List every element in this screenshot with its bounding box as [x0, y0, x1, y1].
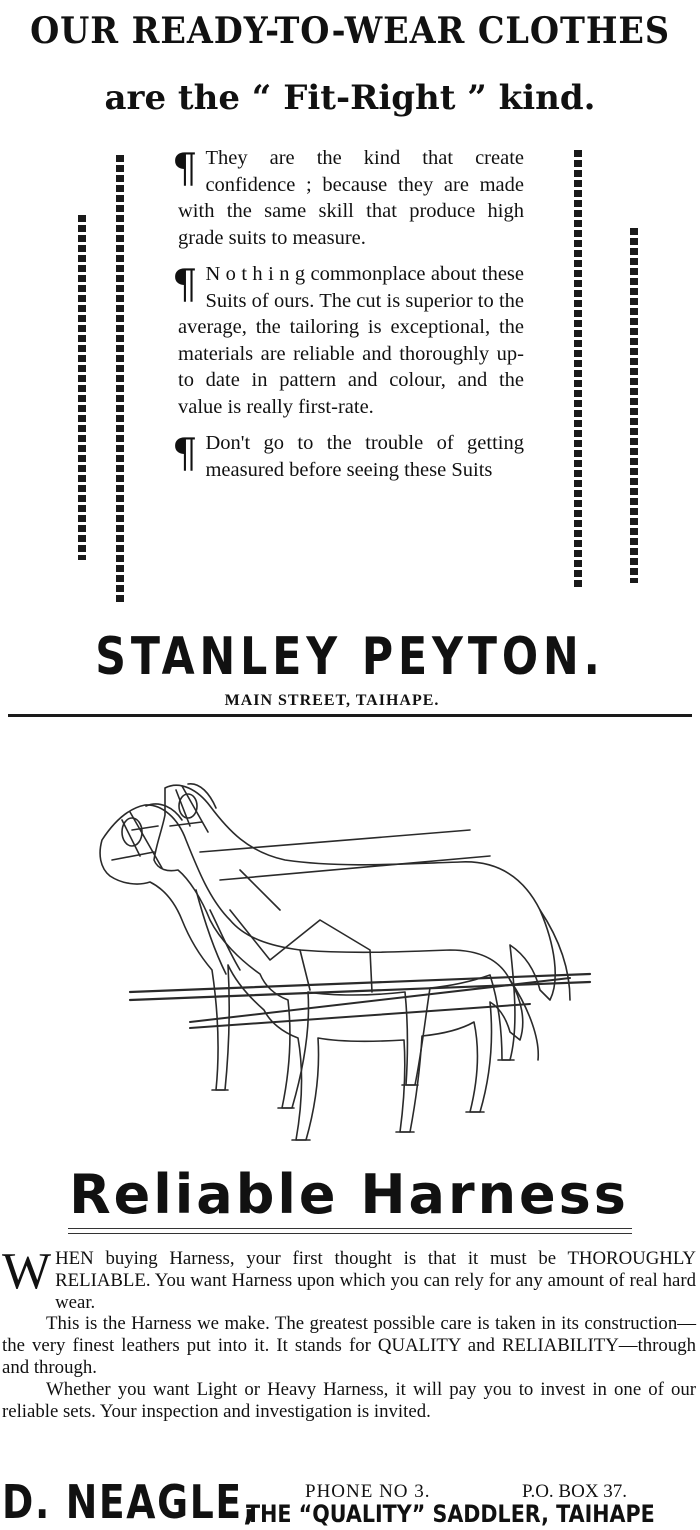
harness-horses-illustration — [70, 760, 610, 1150]
paragraph-text: HEN buying Harness, your first thought is that it must be THOROUGHLY RELIABLE. You want Harness upon which you can rely for any amount of real hard wear. — [55, 1248, 696, 1313]
decorative-rule-left-outer — [78, 215, 86, 560]
paragraph-confidence — [172, 145, 524, 251]
paragraph-measured — [172, 430, 524, 483]
paragraph-mark-icon: ¶ — [172, 262, 198, 308]
paragraph-mark-icon: ¶ — [172, 146, 198, 192]
phone-number: PHONE NO 3. — [305, 1481, 431, 1502]
bridle-rear — [170, 786, 208, 832]
paragraph-text: Don't go to the trouble of getting measured before seeing these Suits — [205, 432, 524, 481]
decorative-rule-right-inner — [574, 150, 582, 590]
advertiser-stanley-peyton: STANLEY PEYTON. — [95, 627, 605, 687]
po-box: P.O. BOX 37. — [522, 1481, 628, 1502]
headline-reliable-harness: Reliable Harness — [69, 1163, 629, 1226]
drop-cap: W — [2, 1243, 52, 1300]
address-main-street: MAIN STREET, TAIHAPE. — [224, 692, 440, 709]
paragraph-invitation: Whether you want Light or Heavy Harness, it will pay you to invest in one of our reliable sets. Your inspection and investigation is invited. — [2, 1378, 696, 1422]
harness-straps — [200, 830, 490, 992]
headline-underline — [68, 1228, 632, 1234]
saddler-tagline: THE “QUALITY” SADDLER, TAIHAPE — [246, 1500, 655, 1528]
front-horse-outline — [100, 805, 523, 1140]
hooves — [212, 1060, 514, 1140]
paragraph-construction: This is the Harness we make. The greatest possible care is taken in its construction—the very finest leathers put into it. It stands for QUALITY and RELIABILITY—through and through. — [2, 1313, 696, 1378]
harness-ad-body — [2, 1243, 696, 1422]
decorative-rule-left-inner — [116, 155, 124, 605]
section-divider — [8, 714, 692, 717]
headline-fit-right: are the “ Fit-Right ” kind. — [104, 78, 596, 118]
paragraph-mark-icon: ¶ — [172, 431, 198, 477]
suit-ad-body — [172, 145, 524, 493]
paragraph-text: N o t h i n g commonplace about these Suits of ours. The cut is superior to the average, the tailoring is exceptional, the materials are reliable and thoroughly up-to date in pattern and colour, and the value is really first-rate. — [178, 263, 524, 418]
pole — [130, 974, 590, 1000]
advertiser-d-neagle: D. NEAGLE, — [2, 1475, 259, 1529]
paragraph-buying — [2, 1243, 696, 1313]
headline-ready-to-wear: OUR READY-TO-WEAR CLOTHES — [30, 10, 670, 52]
paragraph-text: They are the kind that create confidence ; because they are made with the same skill that produce high grade suits to measure. — [178, 147, 524, 249]
paragraph-quality — [172, 261, 524, 420]
decorative-rule-right-outer — [630, 228, 638, 583]
